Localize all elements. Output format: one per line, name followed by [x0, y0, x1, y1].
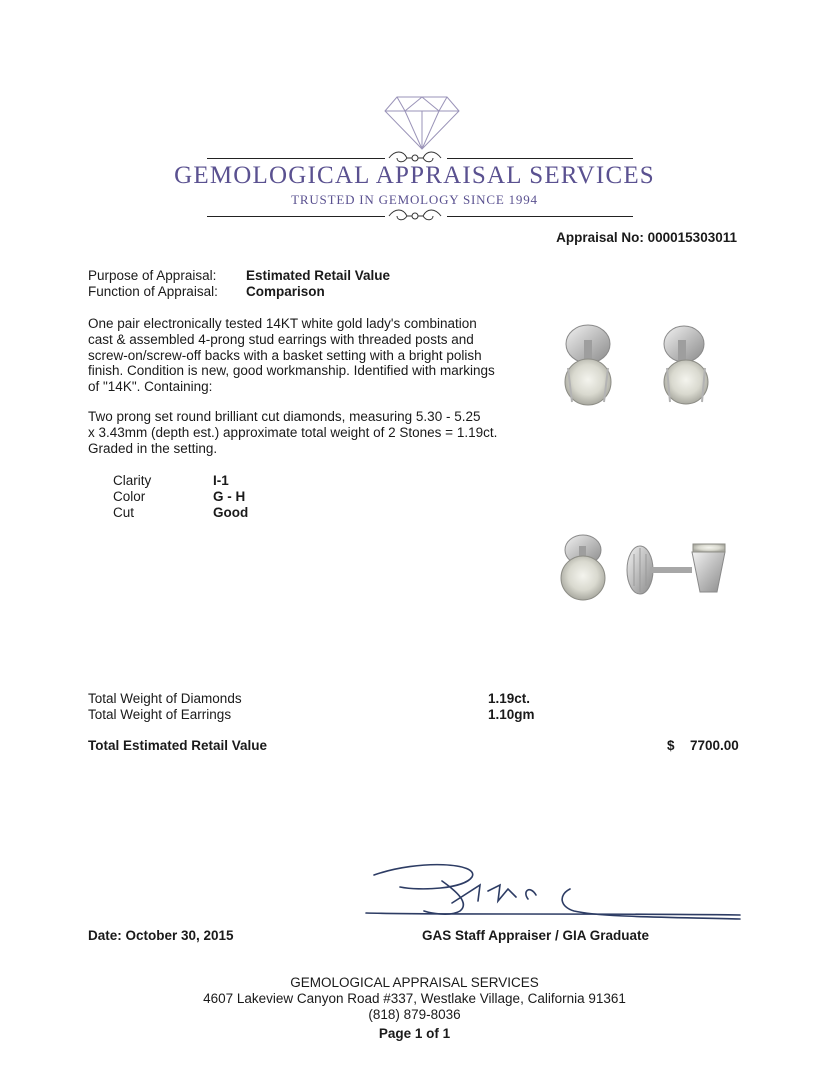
header-rule-bottom-right — [447, 216, 633, 217]
description-line: cast & assembled 4-prong stud earrings with threaded posts and — [88, 331, 474, 347]
total-earring-weight-label: Total Weight of Earrings — [88, 707, 232, 722]
purpose-label: Purpose of Appraisal: — [88, 268, 217, 283]
flourish-ornament-icon — [385, 206, 445, 226]
footer-phone: (818) 879-8036 — [368, 1007, 461, 1022]
header-rule-bottom — [207, 216, 385, 217]
clarity-value: I-1 — [213, 473, 229, 488]
description-line: of "14K". Containing: — [88, 379, 213, 395]
currency-symbol: $ — [667, 738, 675, 753]
purpose-value: Estimated Retail Value — [246, 268, 391, 283]
color-label: Color — [113, 489, 146, 504]
function-value: Comparison — [246, 284, 325, 299]
footer-address: 4607 Lakeview Canyon Road #337, Westlake Village, California 91361 — [203, 991, 626, 1006]
total-diamond-weight-label: Total Weight of Diamonds — [88, 691, 242, 706]
appraisal-date: Date: October 30, 2015 — [88, 928, 234, 943]
appraiser-title: GAS Staff Appraiser / GIA Graduate — [422, 928, 650, 943]
description-line: finish. Condition is new, good workmanship. Identified with markings — [88, 363, 495, 379]
function-label: Function of Appraisal: — [88, 284, 218, 299]
earrings-side-photo — [545, 530, 740, 610]
company-tagline: TRUSTED IN GEMOLOGY SINCE 1994 — [291, 192, 538, 207]
signature — [360, 855, 745, 925]
stones-line: x 3.43mm (depth est.) approximate total weight of 2 Stones = 1.19ct. — [88, 424, 498, 440]
footer-company: GEMOLOGICAL APPRAISAL SERVICES — [290, 975, 539, 990]
stones-line: Two prong set round brilliant cut diamonds, measuring 5.30 - 5.25 — [88, 409, 481, 424]
total-retail-value-label: Total Estimated Retail Value — [88, 738, 268, 753]
description-line: One pair electronically tested 14KT white gold lady's combination — [88, 316, 477, 331]
total-earring-weight-value: 1.10gm — [488, 707, 535, 722]
item-description — [88, 316, 508, 395]
cut-value: Good — [213, 505, 249, 520]
stones-line: Graded in the setting. — [88, 440, 218, 456]
total-retail-value: 7700.00 — [690, 738, 739, 753]
header-rule-top-right — [447, 158, 633, 159]
company-name: GEMOLOGICAL APPRAISAL SERVICES — [174, 162, 655, 189]
description-line: screw-on/screw-off backs with a basket setting with a bright polish — [88, 347, 482, 363]
total-diamond-weight-value: 1.19ct. — [488, 691, 531, 706]
color-value: G - H — [213, 489, 246, 504]
earrings-front-photo — [540, 310, 740, 425]
diamond-outline-icon — [383, 93, 461, 151]
header-rule-top — [207, 158, 385, 159]
page-number: Page 1 of 1 — [378, 1026, 451, 1041]
cut-label: Cut — [113, 505, 135, 520]
appraisal-number: Appraisal No: 000015303011 — [556, 230, 737, 245]
stones-description — [88, 409, 508, 456]
clarity-label: Clarity — [113, 473, 152, 488]
